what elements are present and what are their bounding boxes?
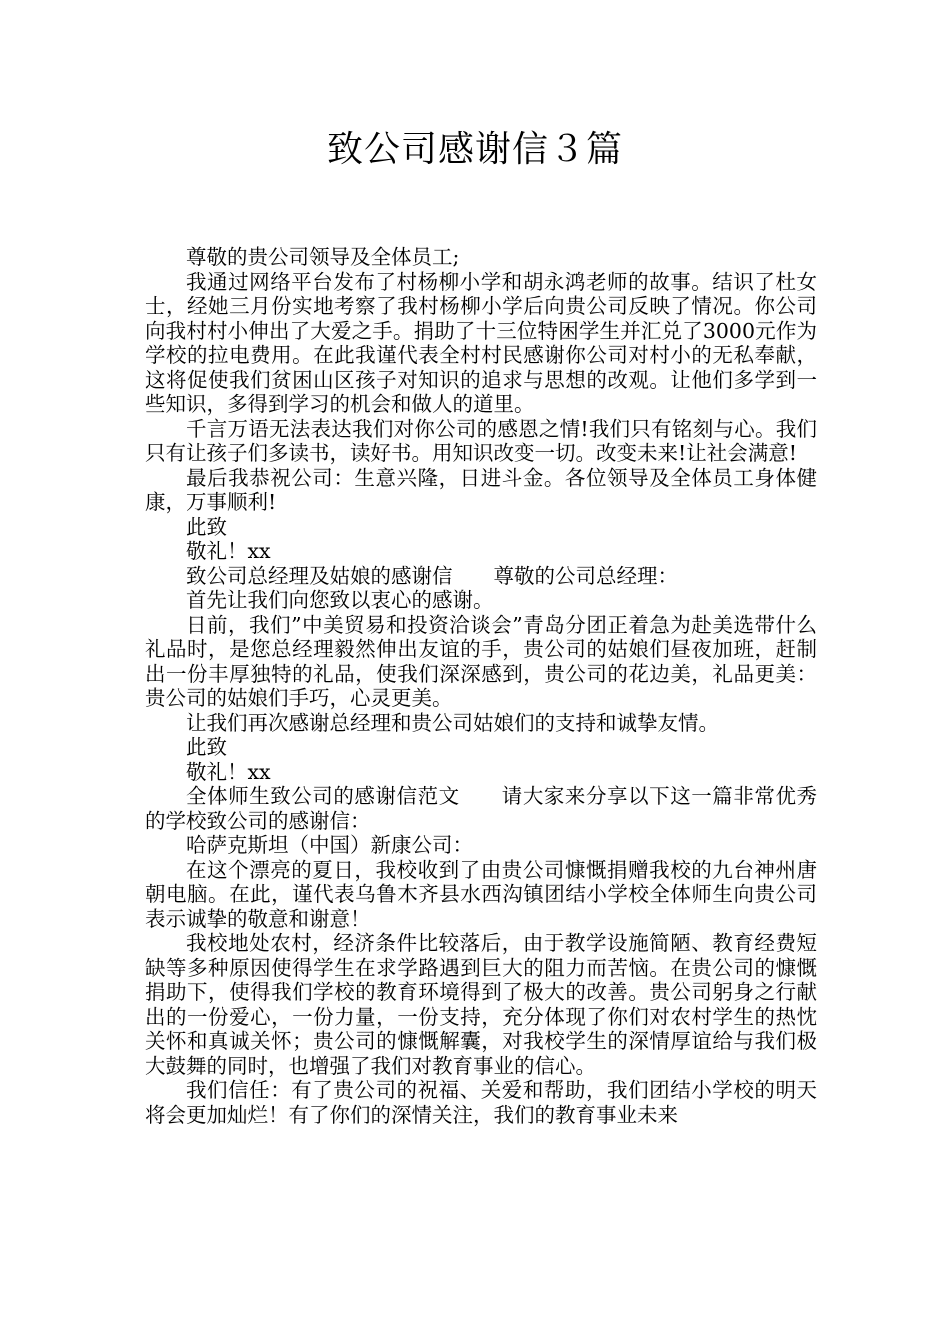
salutation: 哈萨克斯坦（中国）新康公司： [186, 833, 473, 857]
section-heading: 致公司总经理及姑娘的感谢信 尊敬的公司总经理： [186, 563, 678, 588]
paragraph: 我校地处农村，经济条件比较落后，由于教学设施简陋、教育经费短缺等多种原因使得学生在求学路遇到巨大的阻力而苦恼。在贵公司的慷慨捐助下，使得我们学校的教育环境得到了极大的改善。贵公司躬身之行献出的一份爱心，一份力量，一份支持，充分体现了你们对农村学生的热忱关怀和真诚关怀；贵公司的慷慨解囊，对我校学生的深情厚谊给与我们极大鼓舞的同时，也增强了我们对教育事业的信心。 [145, 931, 817, 1078]
salutation: 尊敬的贵公司领导及全体员工; [186, 245, 460, 269]
paragraph: 最后我恭祝公司：生意兴隆，日进斗金。各位领导及全体员工身体健康，万事顺利! [145, 465, 817, 514]
letter-body [145, 245, 817, 1127]
paragraph: 让我们再次感谢总经理和贵公司姑娘们的支持和诚挚友情。 [186, 710, 719, 735]
closing-line: 此致 [186, 514, 227, 539]
paragraph: 日前，我们”中美贸易和投资洽谈会”青岛分团正着急为赴美选带什么礼品时，是您总经理毅然伸出友谊的手，贵公司的姑娘们昼夜加班，赶制出一份丰厚独特的礼品，使我们深深感到，贵公司的花边美，礼品更美：贵公司的姑娘们手巧，心灵更美。 [145, 612, 817, 710]
paragraph: 在这个漂亮的夏日，我校收到了由贵公司慷慨捐赠我校的九台神州唐朝电脑。在此，谨代表乌鲁木齐县水西沟镇团结小学校全体师生向贵公司表示诚挚的敬意和谢意！ [145, 857, 817, 931]
closing-line: 敬礼！xx [186, 539, 271, 563]
paragraph: 我们信任：有了贵公司的祝福、关爱和帮助，我们团结小学校的明天将会更加灿烂！有了你们的深情关注，我们的教育事业未来 [145, 1078, 817, 1127]
paragraph: 我通过网络平台发布了村杨柳小学和胡永鸿老师的故事。结识了杜女士，经她三月份实地考察了我村杨柳小学后向贵公司反映了情况。你公司向我村村小伸出了大爱之手。捐助了十三位特困学生并汇兑了3000元作为学校的拉电费用。在此我谨代表全村村民感谢你公司对村小的无私奉献，这将促使我们贫困山区孩子对知识的追求与思想的改观。让他们多学到一些知识，多得到学习的机会和做人的道里。 [145, 269, 817, 416]
closing-line: 敬礼！xx [186, 759, 271, 784]
document-title: 致公司感谢信３篇 [326, 129, 623, 170]
section-heading: 全体师生致公司的感谢信范文 请大家来分享以下这一篇非常优秀的学校致公司的感谢信： [145, 784, 817, 833]
paragraph: 千言万语无法表达我们对你公司的感恩之情!我们只有铭刻与心。我们只有让孩子们多读书，读好书。用知识改变一切。改变未来!让社会满意! [145, 416, 817, 465]
paragraph: 首先让我们向您致以衷心的感谢。 [186, 588, 494, 612]
closing-line: 此致 [186, 735, 227, 759]
